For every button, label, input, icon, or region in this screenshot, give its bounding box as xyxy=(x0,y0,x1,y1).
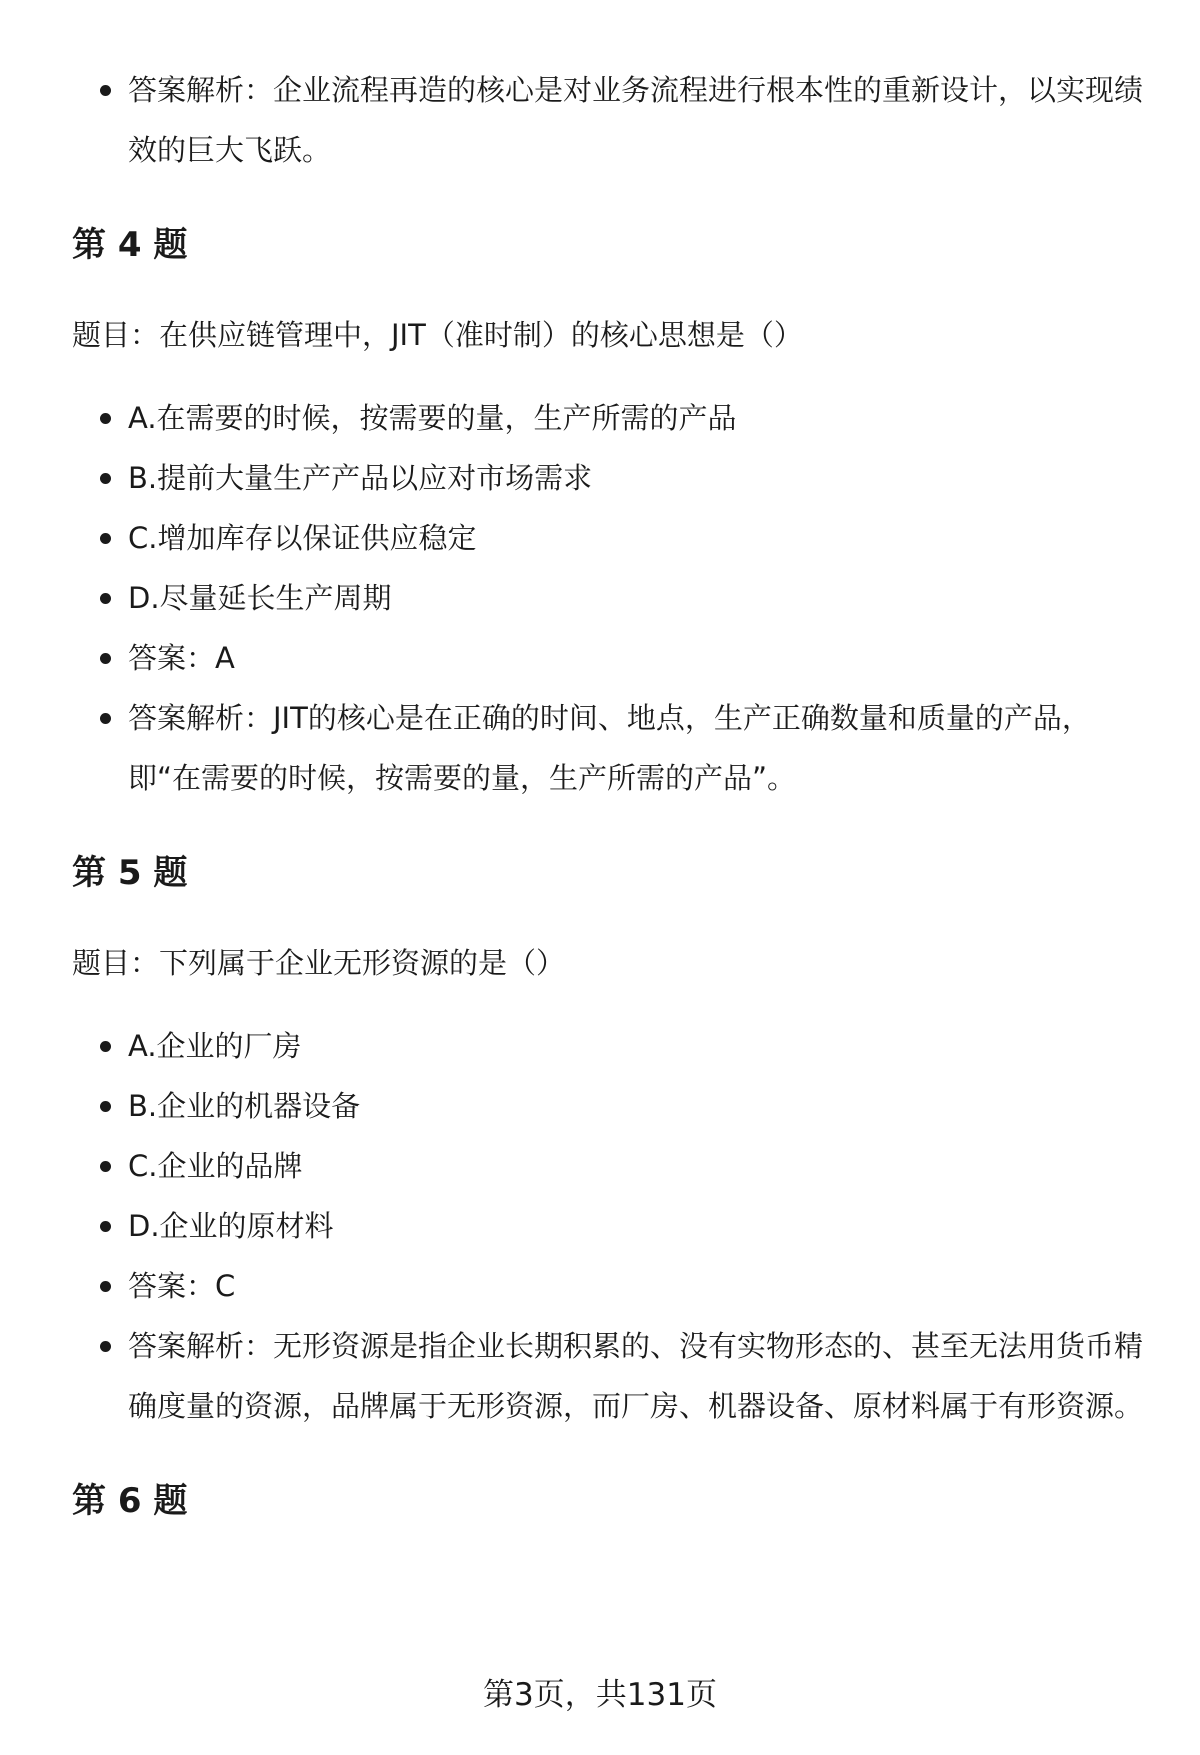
analysis-item: 答案解析：JIT的核心是在正确的时间、地点，生产正确数量和质量的产品，即“在需要的时候，按需要的量，生产所需的产品”。 xyxy=(72,688,1150,808)
question-4-text: 题目：在供应链管理中，JIT（准时制）的核心思想是（） xyxy=(72,318,803,352)
option-a: A.企业的厂房 xyxy=(72,1016,1150,1076)
question-5-list xyxy=(72,1016,1150,1436)
document-content xyxy=(72,60,1150,1566)
option-b: B.提前大量生产产品以应对市场需求 xyxy=(72,448,1150,508)
question-4-heading: 第 4 题 xyxy=(72,225,188,265)
question-6-heading: 第 6 题 xyxy=(72,1481,188,1521)
question-4-section xyxy=(72,220,1150,808)
option-c: C.企业的品牌 xyxy=(72,1136,1150,1196)
question-5-section xyxy=(72,848,1150,1436)
answer-item: 答案：C xyxy=(72,1256,1150,1316)
question-5-text: 题目：下列属于企业无形资源的是（） xyxy=(72,946,566,980)
option-d: D.企业的原材料 xyxy=(72,1196,1150,1256)
option-c: C.增加库存以保证供应稳定 xyxy=(72,508,1150,568)
option-a: A.在需要的时候，按需要的量，生产所需的产品 xyxy=(72,388,1150,448)
option-d: D.尽量延长生产周期 xyxy=(72,568,1150,628)
question-4-list xyxy=(72,388,1150,808)
option-b: B.企业的机器设备 xyxy=(72,1076,1150,1136)
question-5-heading: 第 5 题 xyxy=(72,853,188,893)
previous-question-tail xyxy=(72,60,1150,180)
page-footer: 第3页，共131页 xyxy=(483,1677,717,1713)
answer-item: 答案：A xyxy=(72,628,1150,688)
analysis-item: 答案解析：企业流程再造的核心是对业务流程进行根本性的重新设计，以实现绩效的巨大飞跃。 xyxy=(72,60,1150,180)
analysis-item: 答案解析：无形资源是指企业长期积累的、没有实物形态的、甚至无法用货币精确度量的资源，品牌属于无形资源，而厂房、机器设备、原材料属于有形资源。 xyxy=(72,1316,1150,1436)
